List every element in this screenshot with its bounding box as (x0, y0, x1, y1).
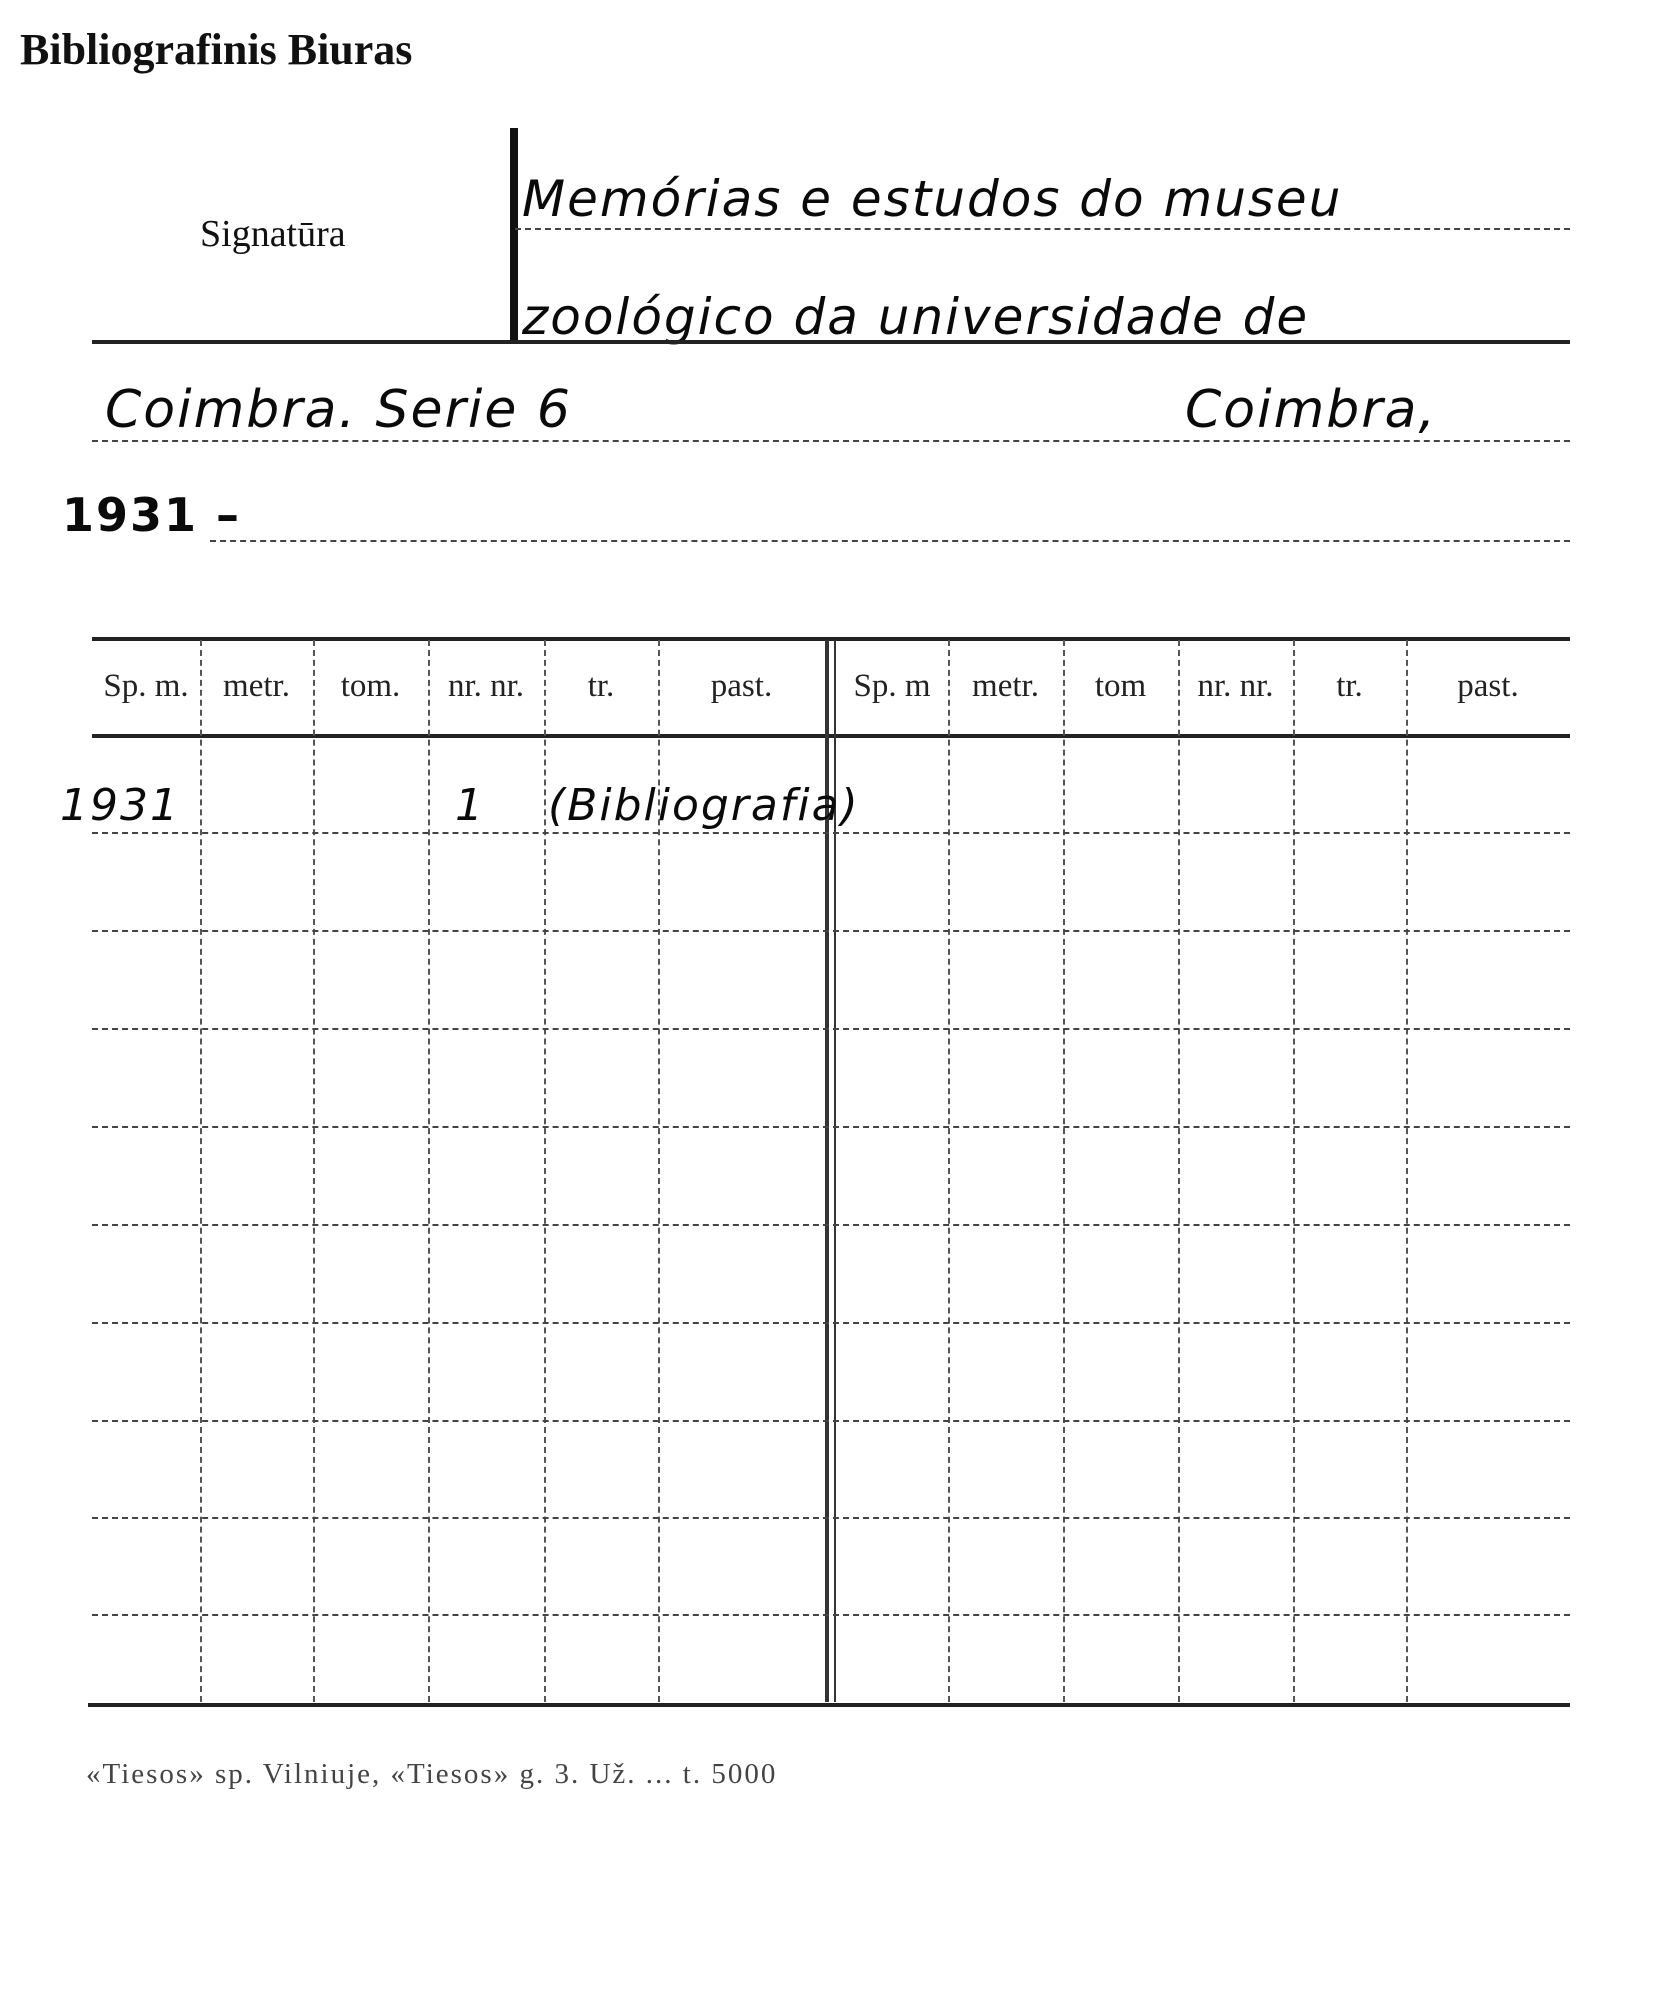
col-header-past: past. (710, 668, 773, 704)
title-rule-3 (92, 440, 1570, 442)
signatura-label: Signatūra (200, 213, 346, 255)
row-rule (92, 1420, 1570, 1422)
row-rule (92, 1028, 1570, 1030)
col-divider (544, 640, 546, 1702)
row-rule (92, 1224, 1570, 1226)
col-divider (1178, 640, 1180, 1702)
col-header-nr-nr: nr. nr. (447, 668, 525, 704)
title-line-3: Coimbra. Serie 6 (105, 380, 572, 440)
publication-place: Coimbra, (1185, 380, 1438, 440)
col-header-tr-right: tr. (1336, 668, 1363, 704)
row-1-nr-nr: 1 (455, 780, 485, 831)
row-1-note: (Bibliografia) (548, 780, 860, 831)
col-header-tom-right: tom (1094, 668, 1147, 704)
row-1-sp-m: 1931 (60, 780, 180, 831)
years-rule (210, 540, 1570, 542)
table-bottom-rule (88, 1703, 1570, 1707)
col-header-tom: tom. (340, 668, 401, 704)
signatura-rule (92, 340, 1570, 344)
signatura-divider (510, 128, 518, 340)
col-divider (948, 640, 950, 1702)
col-header-sp-m: Sp. m. (103, 668, 189, 704)
col-divider (1406, 640, 1408, 1702)
title-line-1: Memórias e estudos do museu (522, 170, 1343, 228)
printer-imprint: «Tiesos» sp. Vilniuje, «Tiesos» g. 3. Už. ... t. 5000 (86, 1758, 778, 1790)
header-title: Bibliografinis Biuras (20, 25, 413, 74)
row-rule (92, 832, 1570, 834)
col-header-past-right: past. (1457, 668, 1519, 704)
col-divider (313, 640, 315, 1702)
col-header-sp-m-right: Sp. m (853, 668, 931, 704)
col-header-metr-right: metr. (972, 668, 1039, 704)
title-rule-1 (515, 228, 1570, 230)
col-divider (428, 640, 430, 1702)
row-rule (92, 1322, 1570, 1324)
publication-years: 1931 – (62, 488, 242, 542)
col-header-nr-nr-right: nr. nr. (1197, 668, 1274, 704)
title-line-2: zoológico da universidade de (522, 288, 1310, 346)
row-rule (92, 1517, 1570, 1519)
col-header-tr: tr. (587, 668, 615, 704)
row-rule (92, 930, 1570, 932)
col-divider (200, 640, 202, 1702)
row-rule (92, 1126, 1570, 1128)
row-rule (92, 1614, 1570, 1616)
col-divider (1063, 640, 1065, 1702)
col-header-metr: metr. (223, 668, 290, 704)
col-divider (1293, 640, 1295, 1702)
